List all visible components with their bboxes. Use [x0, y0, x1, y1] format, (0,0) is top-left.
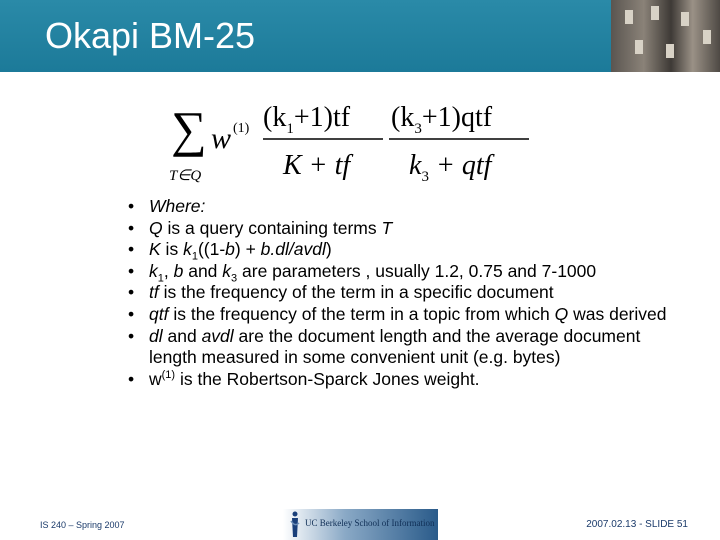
photo-window	[681, 12, 689, 26]
fraction2-numerator	[391, 102, 493, 137]
sum-symbol: ∑	[171, 101, 207, 157]
term-tf: tf	[149, 282, 159, 303]
item-text: and	[183, 260, 223, 281]
term-k1: k	[183, 239, 192, 260]
title-bar	[0, 0, 720, 72]
item-text: is the frequency of the term in a topic from which	[168, 303, 555, 324]
frac2-num-b: +1)qtf	[421, 102, 493, 133]
superscript: (1)	[161, 368, 176, 381]
frac2-num-sub: 3	[414, 121, 422, 137]
subscript: 1	[157, 272, 164, 285]
subscript: 3	[231, 272, 238, 285]
item-text: are parameters , usually 1.2, 0.75 and 7-1000	[237, 260, 597, 281]
footer-course: IS 240 – Spring 2007	[40, 520, 125, 530]
term-t: T	[381, 217, 393, 238]
item-text: ) +	[234, 239, 261, 260]
frac1-num-a: (k	[263, 102, 287, 133]
sum-subscript: T∈Q	[169, 168, 202, 184]
item-text: is	[160, 239, 184, 260]
where-label: Where:	[149, 196, 206, 216]
term-dl-avdl: b.dl/avdl	[260, 239, 326, 260]
item-text: was derived	[568, 303, 667, 324]
item-text: ,	[163, 260, 174, 281]
subscript: 1	[191, 250, 198, 263]
item-text: is the frequency of the term in a specific document	[158, 282, 554, 303]
term-q: Q	[149, 217, 163, 238]
term-k1: k	[149, 260, 158, 281]
fraction1-denominator: K + tf	[283, 150, 351, 181]
definition-list	[128, 196, 688, 390]
building-photo	[611, 0, 720, 72]
list-item	[128, 326, 688, 369]
list-item	[128, 304, 688, 326]
list-item	[128, 196, 688, 218]
list-item	[128, 282, 688, 304]
frac1-num-b: +1)tf	[293, 102, 351, 133]
list-item	[128, 261, 688, 283]
item-text: ((1-	[197, 239, 226, 260]
slide-title: Okapi BM-25	[45, 15, 256, 56]
item-text: and	[162, 325, 202, 346]
item-text: )	[325, 239, 332, 260]
term-b: b	[225, 239, 235, 260]
term-k3: k	[222, 260, 232, 281]
term-w: w	[149, 368, 162, 389]
list-item	[128, 218, 688, 240]
term-q: Q	[554, 303, 569, 324]
photo-window	[651, 6, 659, 20]
photo-window	[703, 30, 711, 44]
list-item	[128, 239, 688, 261]
footer-slide-number: 2007.02.13 - SLIDE 51	[586, 519, 688, 530]
ischool-logo-icon	[289, 511, 301, 539]
frac2-num-a: (k	[391, 102, 415, 133]
term-avdl: avdl	[201, 325, 234, 346]
fraction1-numerator	[263, 102, 351, 137]
term-dl: dl	[149, 325, 163, 346]
bm25-formula	[165, 92, 545, 188]
footer-school-name: UC Berkeley School of Information	[305, 518, 435, 528]
photo-window	[635, 40, 643, 54]
term-k: K	[149, 239, 161, 260]
frac2-den-sub: 3	[421, 169, 429, 185]
term-qtf: qtf	[149, 303, 169, 324]
fraction2-denominator	[409, 150, 495, 185]
item-text: is a query containing terms	[162, 217, 382, 238]
photo-window	[666, 44, 674, 58]
item-text: is the Robertson-Sparck Jones weight.	[175, 368, 480, 389]
footer-banner	[283, 509, 438, 540]
frac2-den-b: + qtf	[428, 150, 492, 181]
w-superscript: (1)	[233, 121, 250, 136]
photo-window	[625, 10, 633, 24]
item-text: are the document length and the average document length measured in some convenient unit (e.g. bytes)	[149, 325, 641, 368]
frac2-den-a: k	[409, 150, 422, 181]
term-b: b	[173, 260, 184, 281]
w-symbol: w	[211, 122, 232, 155]
frac1-num-sub: 1	[286, 121, 294, 137]
list-item	[128, 369, 688, 391]
